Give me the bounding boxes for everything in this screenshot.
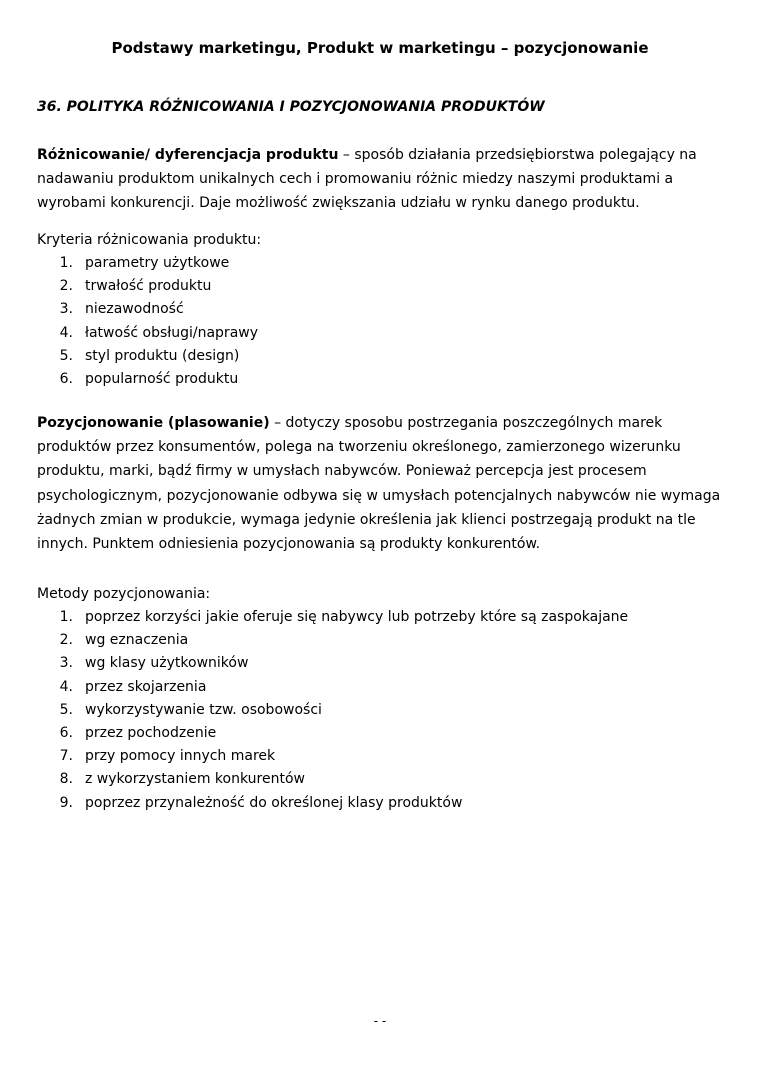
list-item [37, 298, 258, 321]
list-item-number: 5. [59, 701, 73, 718]
list-item-text: przez pochodzenie [85, 724, 217, 741]
list-item [37, 652, 628, 675]
list-item [37, 368, 258, 391]
differentiation-paragraph [37, 143, 727, 216]
list-item [37, 792, 628, 815]
criteria-list [37, 252, 258, 391]
positioning-term: Pozycjonowanie (plasowanie) [37, 415, 270, 431]
page-title: Podstawy marketingu, Produkt w marketingu – pozycjonowanie [111, 39, 649, 57]
list-item [37, 345, 258, 368]
differentiation-definition: – sposób działania przedsiębiorstwa polegający na nadawaniu produktom unikalnych cech i promowaniu różnic miedzy naszymi produktami a wyrobami konkurencji. Daje możliwość zwiększania udziału w rynku danego produktu. [37, 147, 697, 212]
methods-label: Metody pozycjonowania: [37, 586, 211, 602]
list-item [37, 768, 628, 791]
list-item-text: wg eznaczenia [85, 632, 189, 649]
methods-list [37, 606, 628, 815]
list-item-number: 7. [59, 748, 73, 765]
list-item-text: wg klasy użytkowników [85, 655, 249, 672]
list-item-text: przez skojarzenia [85, 678, 207, 695]
list-item-number: 9. [59, 794, 73, 811]
list-item-text: popularność produktu [85, 370, 239, 387]
list-item-number: 3. [59, 655, 73, 672]
positioning-paragraph [37, 411, 727, 556]
list-item-number: 3. [59, 301, 73, 318]
list-item-number: 1. [59, 255, 73, 271]
list-item-text: styl produktu (design) [85, 347, 240, 364]
page-footer: - - [373, 1014, 387, 1028]
list-item-text: niezawodność [85, 301, 184, 318]
list-item [37, 322, 258, 345]
list-item-text: z wykorzystaniem konkurentów [85, 771, 305, 788]
list-item-text: poprzez przynależność do określonej klasy produktów [85, 794, 463, 811]
list-item-number: 6. [59, 724, 73, 741]
list-item-text: trwałość produktu [85, 278, 212, 295]
list-item [37, 699, 628, 722]
list-item-text: łatwość obsługi/naprawy [85, 324, 259, 341]
list-item-number: 4. [59, 678, 73, 695]
list-item-number: 8. [59, 771, 73, 788]
list-item [37, 252, 258, 275]
list-item-number: 2. [59, 278, 73, 295]
list-item [37, 275, 258, 298]
list-item-number: 4. [59, 324, 73, 341]
list-item-text: wykorzystywanie tzw. osobowości [85, 701, 322, 718]
criteria-label: Kryteria różnicowania produktu: [37, 232, 262, 248]
list-item [37, 676, 628, 699]
list-item-text: parametry użytkowe [85, 255, 230, 271]
differentiation-term: Różnicowanie/ dyferencjacja produktu [37, 147, 339, 163]
list-item [37, 606, 628, 629]
list-item-text: poprzez korzyści jakie oferuje się nabywcy lub potrzeby które są zaspokajane [85, 609, 629, 625]
list-item [37, 629, 628, 652]
list-item-number: 5. [59, 347, 73, 364]
positioning-definition: – dotyczy sposobu postrzegania poszczególnych marek produktów przez konsumentów, polega na tworzeniu określonego, zamierzonego wizerunku produktu, marki, bądź firmy w umysłach nabywców. Ponieważ percepcja jest procesem psychologicznym, pozycjonowanie odbywa się w umysłach potencjalnych nabywców nie wymaga żadnych zmian w produkcie, wymaga jedynie określenia jak klienci postrzegają produkt na tle innych. Punktem odniesienia pozycjonowania są produkty konkurentów. [37, 415, 721, 553]
list-item [37, 722, 628, 745]
list-item-number: 2. [59, 632, 73, 649]
list-item-number: 1. [59, 609, 73, 625]
section-heading: 36. POLITYKA RÓŻNICOWANIA I POZYCJONOWANIA PRODUKTÓW [37, 99, 545, 115]
list-item [37, 745, 628, 768]
list-item-number: 6. [59, 370, 73, 387]
list-item-text: przy pomocy innych marek [85, 748, 276, 765]
